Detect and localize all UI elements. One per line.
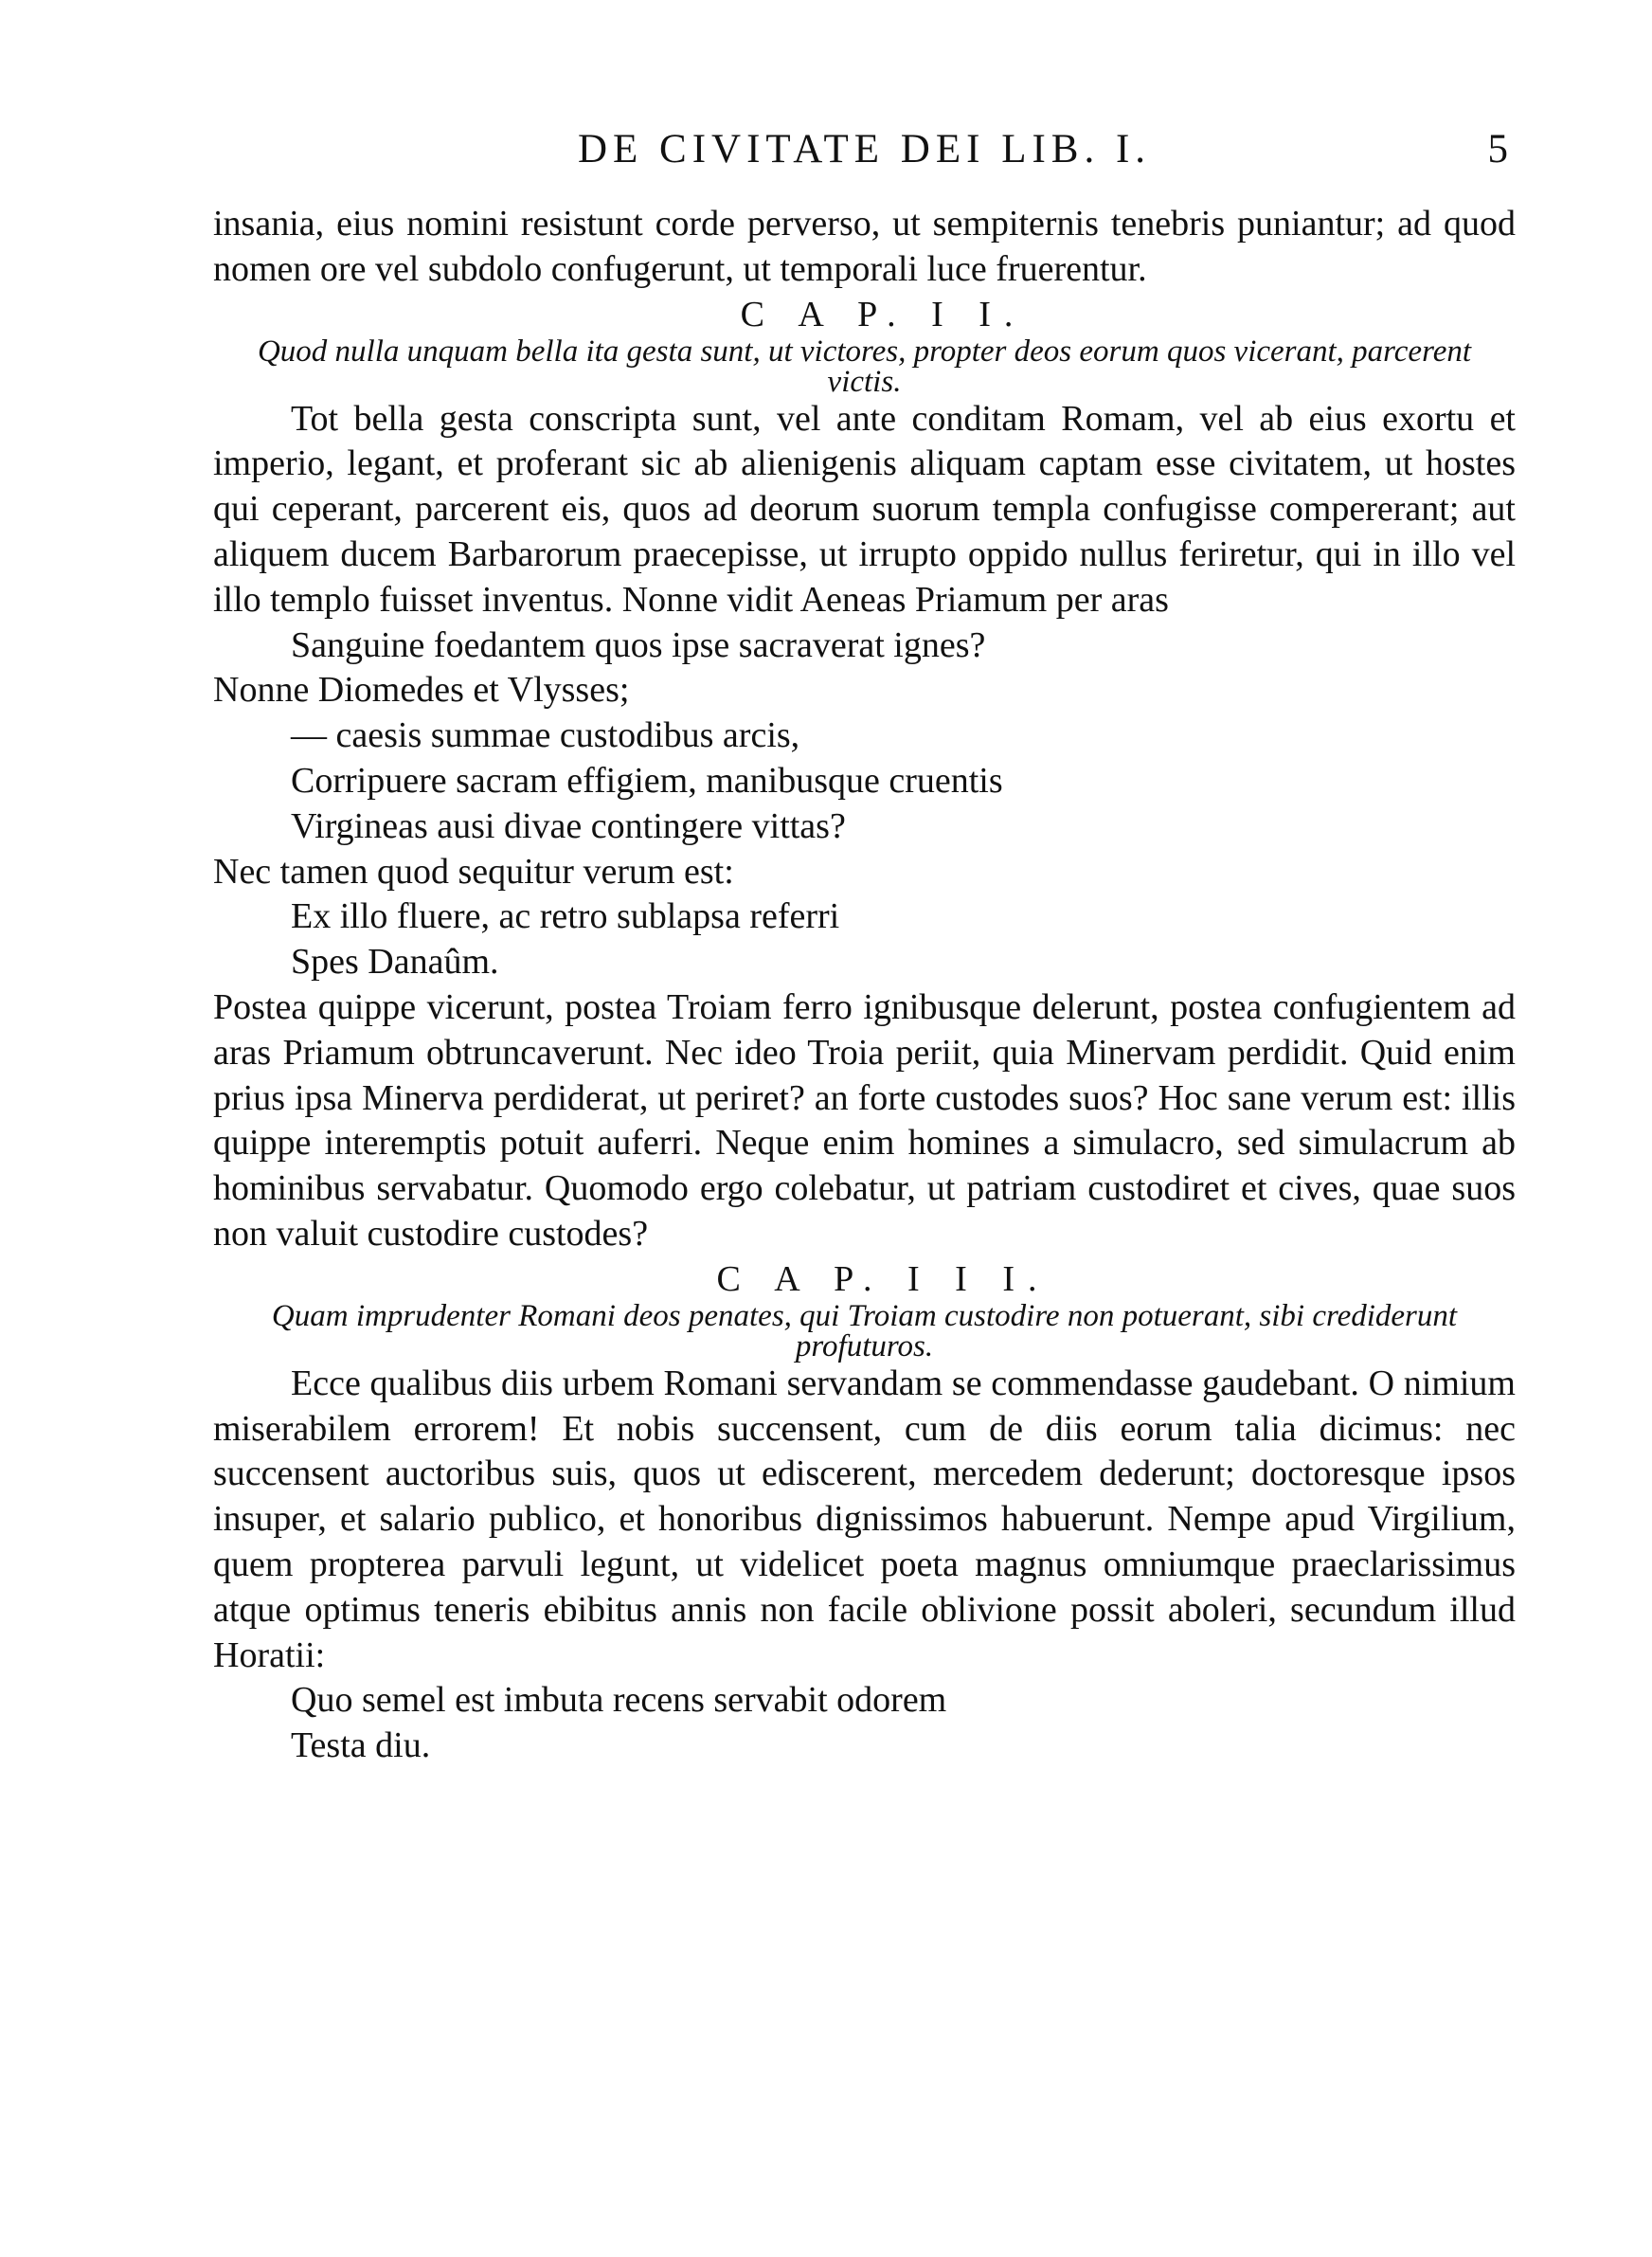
verse-quotation <box>213 623 1516 669</box>
paragraph-continuation: insania, eius nomini resistunt corde perverso, ut sempiternis tenebris puniantur; ad quod nomen ore vel subdolo confugerunt, ut temporali luce fruerentur. <box>213 204 1516 289</box>
chapter-heading-2: C A P. I I. <box>740 294 1027 334</box>
text-body <box>213 202 1516 1769</box>
verse-quotation <box>213 1678 1516 1769</box>
verse-line: — caesis summae custodibus arcis, <box>291 715 800 756</box>
verse-line: Sanguine foedantem quos ipse sacraverat ignes? <box>291 624 986 665</box>
running-title: DE CIVITATE DEI LIB. I. <box>577 127 1152 172</box>
chapter-summary-2: Quod nulla unquam bella ita gesta sunt, ut victores, propter deos eorum quos vicerant, parcerent victis. <box>257 334 1472 399</box>
page-header <box>213 121 1516 178</box>
paragraph: Postea quippe vicerunt, postea Troiam ferro ignibusque delerunt, postea confugientem ad aras Priamum obtruncaverunt. Nec ideo Troia periit, quia Minervam perdidit. Quid enim prius ipsa Minerva perdiderat, ut periret? an forte custodes suos? Hoc sane verum est: illis quippe interemptis potuit auferri. Neque enim homines a simulacro, sed simulacrum ab hominibus servabatur. Quomodo ergo colebatur, ut patriam custodiret et cives, quae suos non valuit custodire custodes? <box>213 986 1516 1254</box>
verse-quotation <box>213 713 1516 849</box>
chapter-summary-3: Quam imprudenter Romani deos penates, qui Troiam custodire non potuerant, sibi crediderunt profuturos. <box>271 1298 1458 1363</box>
paragraph: Tot bella gesta conscripta sunt, vel ante conditam Romam, vel ab eius exortu et imperio, legant, et proferant sic ab alienigenis aliquam captam esse civitatem, ut hostes qui ceperant, parcerent eis, quos ad deorum suorum templa confugisse compererant; aut aliquem ducem Barbarorum praecepisse, ut irrupto oppido nullus feriretur, qui in illo vel illo templo fuisset inventus. Nonne vidit Aeneas Priamum per aras <box>213 398 1516 620</box>
paragraph: Nonne Diomedes et Vlysses; <box>213 670 630 711</box>
paragraph: Ecce qualibus diis urbem Romani servandam se commendasse gaudebant. O nimium miserabilem errorem! Et nobis succensent, cum de diis eorum talia dicimus: nec succensent auctoribus suis, quos ut ediscerent, mercedem dederunt; doctoresque ipsos insuper, et salario publico, et honoribus dignissimos habuerunt. Nempe apud Virgilium, quem propterea parvuli legunt, ut videlicet poeta magnus omniumque praeclarissimus atque optimus teneris ebibitus annis non facile oblivione possit aboleri, secundum illud Horatii: <box>213 1363 1516 1675</box>
verse-line: Ex illo fluere, ac retro sublapsa referri <box>291 896 840 937</box>
verse-line: Quo semel est imbuta recens servabit odorem <box>291 1680 947 1721</box>
verse-line: Virgineas ausi divae contingere vittas? <box>291 805 846 846</box>
paragraph: Nec tamen quod sequitur verum est: <box>213 851 734 892</box>
verse-line: Testa diu. <box>291 1725 431 1766</box>
verse-line: Corripuere sacram effigiem, manibusque cruentis <box>291 760 1003 801</box>
chapter-heading-3: C A P. I I I. <box>716 1258 1050 1299</box>
verse-quotation <box>213 894 1516 985</box>
verse-line: Spes Danaûm. <box>291 942 499 983</box>
page-number: 5 <box>1487 127 1508 172</box>
